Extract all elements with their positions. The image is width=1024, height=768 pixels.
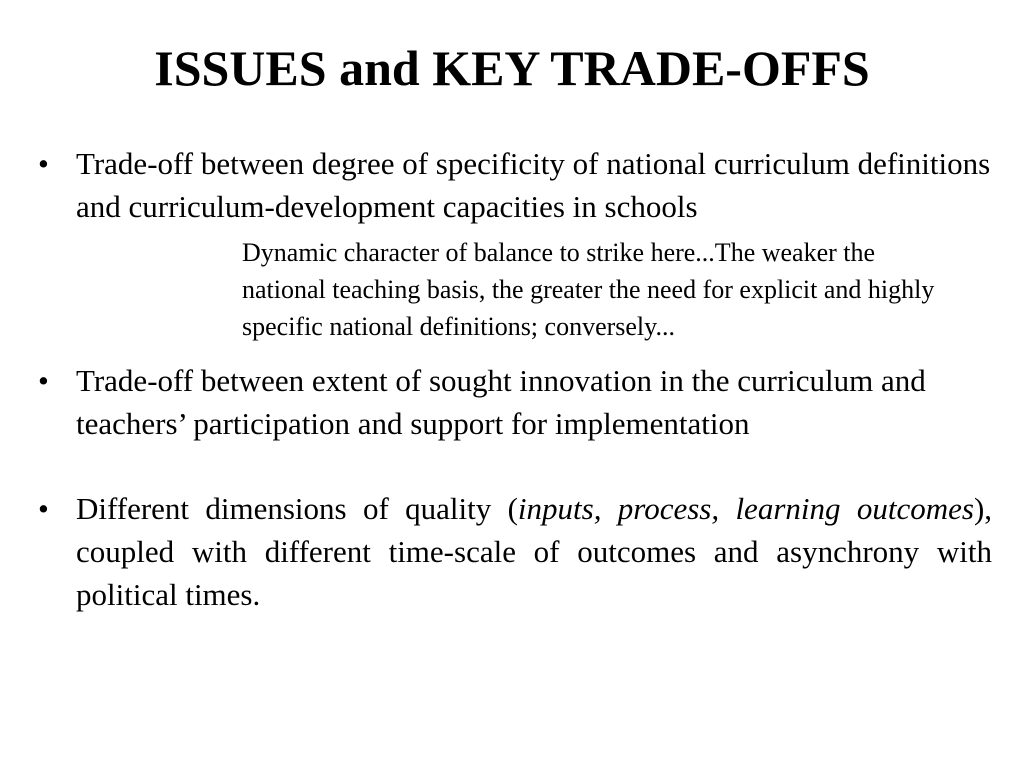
bullet-text-after: ), coupled with different time-scale of outcomes and asynchrony with political times. bbox=[76, 491, 993, 612]
bullet-text-before: Different dimensions of quality ( bbox=[76, 491, 518, 526]
bullet-list bbox=[36, 142, 992, 616]
bullet-marker: • bbox=[38, 491, 49, 526]
bullet-text: Trade-off between extent of sought innovation in the curriculum and teachers’ participation and support for implementation bbox=[76, 363, 926, 441]
bullet-item-quality bbox=[36, 487, 992, 616]
bullet-text: Trade-off between degree of specificity of national curriculum definitions and curriculum-development capacities in schools bbox=[76, 146, 991, 224]
sub-note-dynamic-balance: Dynamic character of balance to strike here...The weaker the national teaching basis, the greater the need for explicit and highly specific national definitions; conversely... bbox=[242, 238, 935, 341]
bullet-item-specificity bbox=[36, 142, 992, 345]
bullet-item-innovation bbox=[36, 359, 992, 445]
bullet-text-italic: inputs, process, learning outcomes bbox=[517, 491, 974, 526]
bullet-marker: • bbox=[38, 363, 49, 398]
slide-title: ISSUES and KEY TRADE-OFFS bbox=[154, 40, 870, 96]
bullet-marker: • bbox=[38, 146, 49, 181]
